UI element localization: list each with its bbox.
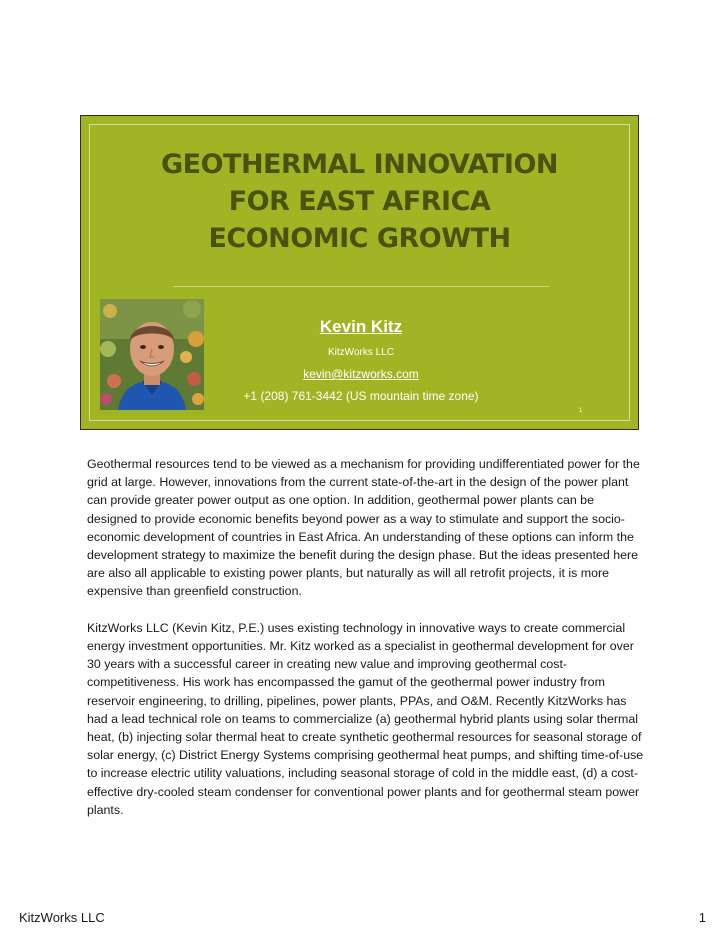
notes-paragraph-2: KitzWorks LLC (Kevin Kitz, P.E.) uses existing technology in innovative ways to create commercial energy investment opportunities. Mr. Kitz worked as a specialist in geothermal development for over 30 years with a successful career in creating new value and improving geothermal cost-competitiveness. His work has encompassed the gamut of the geothermal power industry from reservoir engineering, to drilling, pipelines, power plants, PPAs, and O&M. Recently KitzWorks has had a lead technical role on teams to commercialize (a) geothermal hybrid plants using solar thermal heat, (b) injecting solar thermal heat to create synthetic geothermal resources for seasonal storage of solar energy, (c) District Energy Systems comprising geothermal heat pumps, and shifting time-of-use to increase electric utility valuations, including seasonal storage of cold in the middle east, (d) a cost-effective dry-cooled steam condenser for conventional power plants and for geothermal steam power plants. [87,620,644,817]
presenter-phone: +1 (208) 761-3442 (US mountain time zone) [243,389,479,403]
slide-title-line-2: FOR EAST AFRICA [228,186,491,217]
presenter-info [231,316,491,404]
slide-title-line-3: ECONOMIC GROWTH [208,223,511,254]
speaker-notes [87,455,647,837]
slide-number: 1 [579,408,583,414]
presenter-company: KitzWorks LLC [328,347,394,358]
presenter-name: Kevin Kitz [319,317,403,336]
slide-thumbnail [80,115,639,430]
slide-title [81,146,638,257]
footer-page-number: 1 [698,910,706,925]
slide-title-line-1: GEOTHERMAL INNOVATION [160,149,559,180]
presenter-email-link[interactable]: kevin@kitzworks.com [303,367,419,381]
footer-company: KitzWorks LLC [19,910,105,925]
title-divider [173,286,549,287]
notes-paragraph-1: Geothermal resources tend to be viewed as a mechanism for providing undifferentiated power for the grid at large. However, innovations from the current state-of-the-art in the design of the power plant can provide greater power output as one option. In addition, geothermal power plants can be designed to provide economic benefits beyond power as a way to stimulate and support the socio-economic development of countries in East Africa. An understanding of these options can inform the development strategy to maximize the benefit during the design phase. But the ideas presented here are also all applicable to existing power plants, but naturally as will all retrofit projects, it is more expensive than greenfield construction. [87,457,640,599]
